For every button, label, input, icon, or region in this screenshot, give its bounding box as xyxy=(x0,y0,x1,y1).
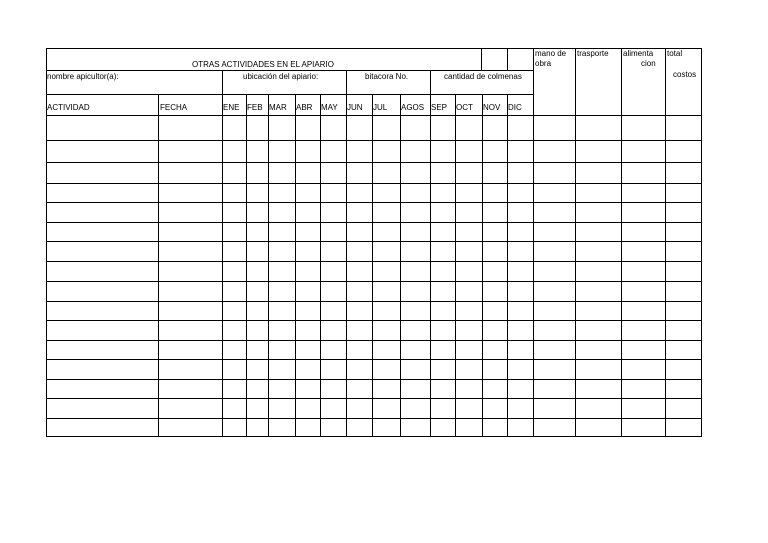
actividad-cell[interactable] xyxy=(47,381,157,397)
fecha-header: FECHA xyxy=(160,103,188,112)
month-header-ene: ENE xyxy=(223,103,240,112)
actividad-cell[interactable] xyxy=(47,224,157,240)
col-divider-month xyxy=(455,94,456,437)
col-divider-month xyxy=(430,94,431,437)
mano-de-obra-header-line1: mano de xyxy=(535,49,567,58)
col-divider-cost xyxy=(665,48,666,437)
fecha-cell[interactable] xyxy=(159,342,221,358)
actividad-cell[interactable] xyxy=(47,164,157,182)
body-top-divider xyxy=(46,115,702,116)
col-divider-cost xyxy=(621,48,622,437)
month-header-nov: NOV xyxy=(483,103,501,112)
actividad-cell[interactable] xyxy=(47,400,157,417)
form-title: OTRAS ACTIVIDADES EN EL APIARIO xyxy=(192,60,334,69)
row-divider xyxy=(46,340,702,341)
row-divider xyxy=(46,222,702,223)
header-divider-2 xyxy=(46,94,534,95)
month-header-dic: DIC xyxy=(508,103,522,112)
fecha-cell[interactable] xyxy=(159,283,221,300)
month-header-agos: AGOS xyxy=(401,103,425,112)
actividad-cell[interactable] xyxy=(47,322,157,339)
fecha-cell[interactable] xyxy=(159,400,221,417)
actividad-cell[interactable] xyxy=(47,342,157,358)
fecha-cell[interactable] xyxy=(159,164,221,182)
activities-form-table xyxy=(46,48,701,437)
month-header-jun: JUN xyxy=(347,103,363,112)
colmenas-label: cantidad de colmenas xyxy=(444,72,522,81)
mano-de-obra-header-line2: obra xyxy=(535,59,552,68)
ubicacion-label: ubicación del apiario: xyxy=(243,72,319,81)
col-divider-month xyxy=(320,94,321,437)
header-divider-1 xyxy=(46,70,534,71)
bitacora-label: bitacora No. xyxy=(365,72,409,81)
actividad-cell[interactable] xyxy=(47,185,157,201)
month-header-may: MAY xyxy=(321,103,338,112)
header-box-divider xyxy=(507,48,508,71)
actividad-cell[interactable] xyxy=(47,243,157,260)
col-divider-month xyxy=(507,94,508,437)
month-header-sep: SEP xyxy=(431,103,448,112)
row-divider xyxy=(46,320,702,321)
col-divider-month xyxy=(222,94,223,437)
month-header-oct: OCT xyxy=(456,103,473,112)
total-costos-header-line1: total xyxy=(667,49,683,58)
fecha-cell[interactable] xyxy=(159,303,221,319)
col-divider-cost xyxy=(575,48,576,437)
alimentacion-header-line2: cion xyxy=(641,59,656,68)
month-header-mar: MAR xyxy=(269,103,287,112)
row-divider xyxy=(46,281,702,282)
actividad-cell[interactable] xyxy=(47,204,157,221)
row-divider xyxy=(46,140,702,141)
actividad-cell[interactable] xyxy=(47,420,157,436)
header-info-divider xyxy=(430,70,431,95)
actividad-cell[interactable] xyxy=(47,361,157,378)
fecha-cell[interactable] xyxy=(159,117,221,139)
col-divider-month xyxy=(482,94,483,437)
month-header-jul: JUL xyxy=(373,103,388,112)
row-divider xyxy=(46,183,702,184)
header-box-divider xyxy=(481,48,482,71)
row-divider xyxy=(46,301,702,302)
trasporte-header: trasporte xyxy=(577,49,609,58)
fecha-cell[interactable] xyxy=(159,142,221,161)
row-divider xyxy=(46,202,702,203)
month-header-abr: ABR xyxy=(296,103,313,112)
actividad-cell[interactable] xyxy=(47,142,157,161)
col-divider-month xyxy=(246,94,247,437)
fecha-cell[interactable] xyxy=(159,263,221,280)
col-divider-month xyxy=(295,94,296,437)
fecha-cell[interactable] xyxy=(159,381,221,397)
table-border-bottom xyxy=(46,436,702,437)
actividad-cell[interactable] xyxy=(47,303,157,319)
header-info-divider xyxy=(346,70,347,95)
table-border-top xyxy=(46,48,702,49)
col-divider-month xyxy=(268,94,269,437)
row-divider xyxy=(46,418,702,419)
row-divider xyxy=(46,379,702,380)
actividad-header: ACTIVIDAD xyxy=(47,103,90,112)
col-divider-month xyxy=(400,94,401,437)
total-costos-header-line2: costos xyxy=(673,70,697,79)
actividad-cell[interactable] xyxy=(47,117,157,139)
fecha-cell[interactable] xyxy=(159,185,221,201)
row-divider xyxy=(46,241,702,242)
col-divider-month xyxy=(372,94,373,437)
fecha-cell[interactable] xyxy=(159,322,221,339)
col-divider-month xyxy=(346,94,347,437)
row-divider xyxy=(46,359,702,360)
month-header-feb: FEB xyxy=(247,103,263,112)
fecha-cell[interactable] xyxy=(159,420,221,436)
header-info-divider xyxy=(222,70,223,95)
col-divider-cost xyxy=(533,48,534,437)
row-divider xyxy=(46,398,702,399)
alimentacion-header-line1: alimenta xyxy=(623,49,654,58)
apicultor-label: nombre apicultor(a): xyxy=(47,72,119,81)
row-divider xyxy=(46,261,702,262)
row-divider xyxy=(46,162,702,163)
actividad-cell[interactable] xyxy=(47,283,157,300)
fecha-cell[interactable] xyxy=(159,243,221,260)
actividad-cell[interactable] xyxy=(47,263,157,280)
fecha-cell[interactable] xyxy=(159,361,221,378)
fecha-cell[interactable] xyxy=(159,224,221,240)
fecha-cell[interactable] xyxy=(159,204,221,221)
